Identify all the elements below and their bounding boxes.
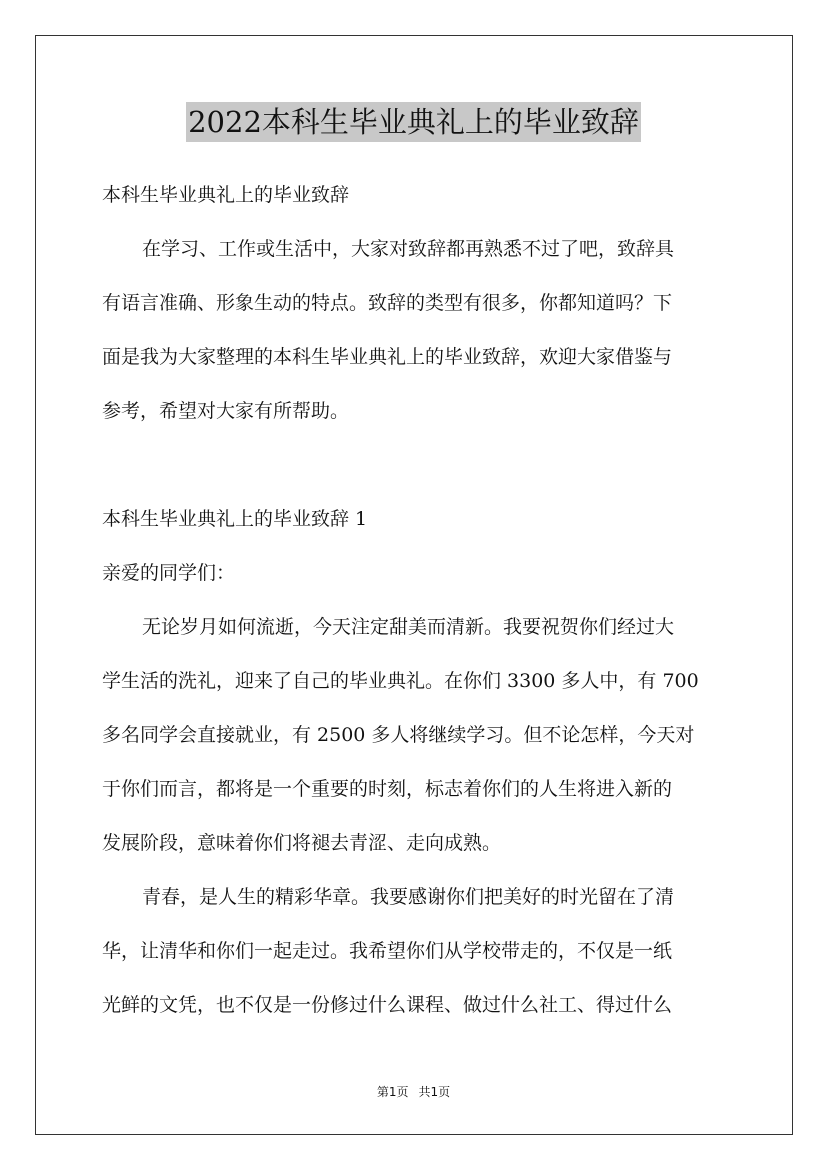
subtitle-line: 本科生毕业典礼上的毕业致辞 (102, 184, 350, 206)
blank-line (102, 438, 728, 492)
section-heading: 本科生毕业典礼上的毕业致辞 1 (102, 508, 368, 530)
document-body (102, 168, 728, 1032)
body-paragraph-line: 青春，是人生的精彩华章。我要感谢你们把美好的时光留在了清 (142, 886, 675, 908)
body-paragraph-line: 华，让清华和你们一起走过。我希望你们从学校带走的，不仅是一纸 (102, 940, 673, 962)
body-paragraph-line: 光鲜的文凭，也不仅是一份修过什么课程、做过什么社工、得过什么 (102, 994, 673, 1016)
body-paragraph-line: 无论岁月如何流逝，今天注定甜美而清新。我要祝贺你们经过大 (142, 616, 675, 638)
page-number: 第1页 (376, 1085, 409, 1099)
page-total: 共1页 (418, 1085, 451, 1099)
body-paragraph-line: 学生活的洗礼，迎来了自己的毕业典礼。在你们 3300 多人中，有 700 (102, 670, 699, 692)
intro-paragraph-line: 在学习、工作或生活中，大家对致辞都再熟悉不过了吧，致辞具 (142, 238, 675, 260)
intro-paragraph-line: 参考，希望对大家有所帮助。 (102, 400, 350, 422)
title-text: 2022本科生毕业典礼上的毕业致辞 (186, 102, 641, 142)
intro-paragraph-line: 有语言准确、形象生动的特点。致辞的类型有很多，你都知道吗？下 (102, 292, 673, 314)
document-title (0, 102, 827, 142)
salutation: 亲爱的同学们： (102, 562, 236, 584)
body-paragraph-line: 多名同学会直接就业，有 2500 多人将继续学习。但不论怎样，今天对 (102, 724, 695, 746)
body-paragraph-line: 于你们而言，都将是一个重要的时刻，标志着你们的人生将进入新的 (102, 778, 673, 800)
body-paragraph-line: 发展阶段，意味着你们将褪去青涩、走向成熟。 (102, 832, 502, 854)
intro-paragraph-line: 面是我为大家整理的本科生毕业典礼上的毕业致辞，欢迎大家借鉴与 (102, 346, 673, 368)
page-footer (0, 1084, 827, 1100)
